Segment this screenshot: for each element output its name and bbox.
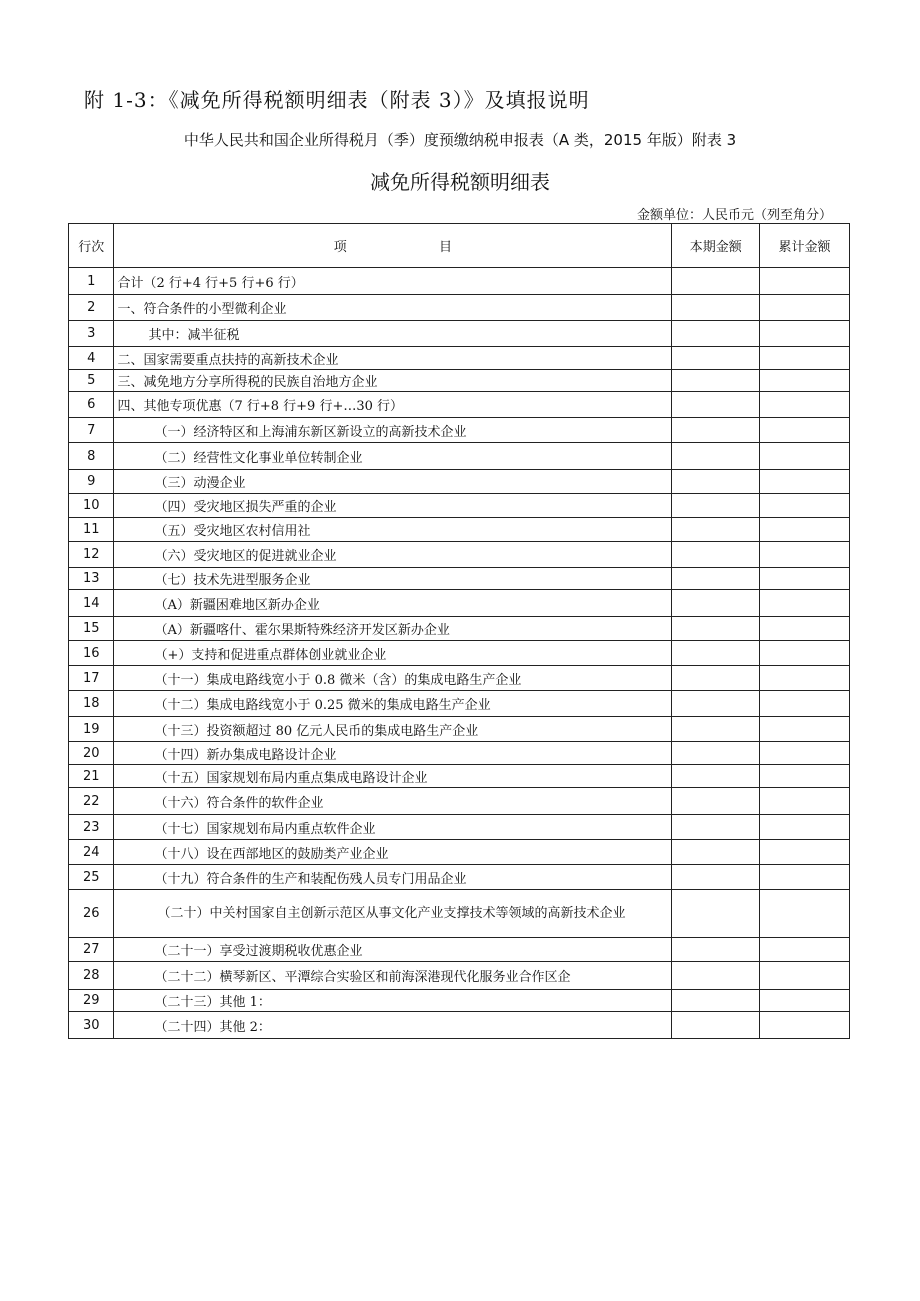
table-row <box>69 742 850 765</box>
table-row <box>69 542 850 568</box>
table-row <box>69 815 850 840</box>
table-row <box>69 691 850 717</box>
cumulative-amount-cell[interactable] <box>760 840 850 865</box>
cumulative-amount-cell[interactable] <box>760 443 850 470</box>
current-amount-cell[interactable] <box>672 840 760 865</box>
cumulative-amount-cell[interactable] <box>760 542 850 568</box>
cumulative-amount-cell[interactable] <box>760 590 850 617</box>
row-item: （十四）新办集成电路设计企业 <box>114 742 672 765</box>
header-item-char-b: 目 <box>438 240 452 255</box>
row-number: 12 <box>69 542 114 568</box>
currency-unit-note: 金额单位：人民币元（列至角分） <box>636 208 832 223</box>
row-number: 3 <box>69 321 114 347</box>
current-amount-cell[interactable] <box>672 268 760 295</box>
cumulative-amount-cell[interactable] <box>760 347 850 370</box>
row-number: 25 <box>69 865 114 890</box>
header-item <box>114 224 672 268</box>
appendix-heading: 附 1-3：《减免所得税额明细表（附表 3）》及填报说明 <box>84 88 590 112</box>
row-number: 14 <box>69 590 114 617</box>
row-item: （四）受灾地区损失严重的企业 <box>114 494 672 518</box>
table-row <box>69 418 850 443</box>
table-row <box>69 443 850 470</box>
tax-reduction-table <box>68 223 850 1039</box>
current-amount-cell[interactable] <box>672 321 760 347</box>
table-row <box>69 641 850 666</box>
table-row <box>69 765 850 788</box>
current-amount-cell[interactable] <box>672 691 760 717</box>
row-number: 8 <box>69 443 114 470</box>
header-current-amount: 本期金额 <box>672 224 760 268</box>
row-number: 29 <box>69 990 114 1012</box>
table-row <box>69 568 850 590</box>
cumulative-amount-cell[interactable] <box>760 418 850 443</box>
row-item: （A）新疆喀什、霍尔果斯特殊经济开发区新办企业 <box>114 617 672 641</box>
current-amount-cell[interactable] <box>672 443 760 470</box>
current-amount-cell[interactable] <box>672 470 760 494</box>
table-row <box>69 518 850 542</box>
row-item: （十三）投资额超过 80 亿元人民币的集成电路生产企业 <box>114 717 672 742</box>
cumulative-amount-cell[interactable] <box>760 742 850 765</box>
current-amount-cell[interactable] <box>672 518 760 542</box>
row-number: 27 <box>69 938 114 962</box>
cumulative-amount-cell[interactable] <box>760 268 850 295</box>
current-amount-cell[interactable] <box>672 392 760 418</box>
cumulative-amount-cell[interactable] <box>760 321 850 347</box>
cumulative-amount-cell[interactable] <box>760 392 850 418</box>
current-amount-cell[interactable] <box>672 347 760 370</box>
table-row <box>69 295 850 321</box>
cumulative-amount-cell[interactable] <box>760 1012 850 1039</box>
table-row <box>69 347 850 370</box>
row-item: 二、国家需要重点扶持的高新技术企业 <box>114 347 672 370</box>
current-amount-cell[interactable] <box>672 641 760 666</box>
table-row <box>69 268 850 295</box>
current-amount-cell[interactable] <box>672 590 760 617</box>
row-number: 19 <box>69 717 114 742</box>
row-number: 7 <box>69 418 114 443</box>
cumulative-amount-cell[interactable] <box>760 518 850 542</box>
row-number: 2 <box>69 295 114 321</box>
current-amount-cell[interactable] <box>672 765 760 788</box>
page-title: 减免所得税额明细表 <box>370 170 550 194</box>
row-number: 22 <box>69 788 114 815</box>
row-item: （二十四）其他 2： <box>114 1012 672 1039</box>
row-item: 三、减免地方分享所得税的民族自治地方企业 <box>114 370 672 392</box>
current-amount-cell[interactable] <box>672 418 760 443</box>
row-number: 18 <box>69 691 114 717</box>
current-amount-cell[interactable] <box>672 788 760 815</box>
row-item: （A）新疆困难地区新办企业 <box>114 590 672 617</box>
row-number: 9 <box>69 470 114 494</box>
row-number: 16 <box>69 641 114 666</box>
table-row <box>69 494 850 518</box>
row-number: 24 <box>69 840 114 865</box>
table-row <box>69 865 850 890</box>
current-amount-cell[interactable] <box>672 938 760 962</box>
row-item: （一）经济特区和上海浦东新区新设立的高新技术企业 <box>114 418 672 443</box>
table-row <box>69 990 850 1012</box>
row-item: （二）经营性文化事业单位转制企业 <box>114 443 672 470</box>
table-row <box>69 962 850 990</box>
cumulative-amount-cell[interactable] <box>760 990 850 1012</box>
cumulative-amount-cell[interactable] <box>760 691 850 717</box>
table-row <box>69 392 850 418</box>
row-item: （十六）符合条件的软件企业 <box>114 788 672 815</box>
table-row <box>69 470 850 494</box>
row-item: （十八）设在西部地区的鼓励类产业企业 <box>114 840 672 865</box>
row-number: 21 <box>69 765 114 788</box>
cumulative-amount-cell[interactable] <box>760 788 850 815</box>
cumulative-amount-cell[interactable] <box>760 938 850 962</box>
row-item: （二十三）其他 1： <box>114 990 672 1012</box>
cumulative-amount-cell[interactable] <box>760 568 850 590</box>
table-row <box>69 370 850 392</box>
cumulative-amount-cell[interactable] <box>760 295 850 321</box>
row-item: （二十二）横琴新区、平潭综合实验区和前海深港现代化服务业合作区企 <box>114 962 672 990</box>
row-number: 10 <box>69 494 114 518</box>
row-item: 四、其他专项优惠（7 行+8 行+9 行+…30 行） <box>114 392 672 418</box>
current-amount-cell[interactable] <box>672 962 760 990</box>
cumulative-amount-cell[interactable] <box>760 641 850 666</box>
cumulative-amount-cell[interactable] <box>760 370 850 392</box>
cumulative-amount-cell[interactable] <box>760 815 850 840</box>
table-row <box>69 666 850 691</box>
row-number: 1 <box>69 268 114 295</box>
row-number: 13 <box>69 568 114 590</box>
cumulative-amount-cell[interactable] <box>760 666 850 691</box>
row-number: 26 <box>69 890 114 938</box>
row-number: 15 <box>69 617 114 641</box>
cumulative-amount-cell[interactable] <box>760 494 850 518</box>
current-amount-cell[interactable] <box>672 617 760 641</box>
row-number: 4 <box>69 347 114 370</box>
current-amount-cell[interactable] <box>672 542 760 568</box>
table-header-row <box>69 224 850 268</box>
row-item: 合计（2 行+4 行+5 行+6 行） <box>114 268 672 295</box>
row-item: （十九）符合条件的生产和装配伤残人员专门用品企业 <box>114 865 672 890</box>
cumulative-amount-cell[interactable] <box>760 717 850 742</box>
row-item: （十二）集成电路线宽小于 0.25 微米的集成电路生产企业 <box>114 691 672 717</box>
header-item-char-a: 项 <box>333 240 347 255</box>
table-row <box>69 590 850 617</box>
current-amount-cell[interactable] <box>672 990 760 1012</box>
row-item: 一、符合条件的小型微利企业 <box>114 295 672 321</box>
current-amount-cell[interactable] <box>672 815 760 840</box>
cumulative-amount-cell[interactable] <box>760 865 850 890</box>
row-number: 6 <box>69 392 114 418</box>
table-row <box>69 788 850 815</box>
current-amount-cell[interactable] <box>672 295 760 321</box>
current-amount-cell[interactable] <box>672 1012 760 1039</box>
header-row-no: 行次 <box>69 224 114 268</box>
row-number: 20 <box>69 742 114 765</box>
row-number: 30 <box>69 1012 114 1039</box>
row-item: （十一）集成电路线宽小于 0.8 微米（含）的集成电路生产企业 <box>114 666 672 691</box>
cumulative-amount-cell[interactable] <box>760 890 850 938</box>
form-subheading: 中华人民共和国企业所得税月（季）度预缴纳税申报表（A 类，2015 年版）附表 3 <box>183 131 737 149</box>
header-cumulative-amount: 累计金额 <box>760 224 850 268</box>
row-item: （七）技术先进型服务企业 <box>114 568 672 590</box>
row-item: （二十一）享受过渡期税收优惠企业 <box>114 938 672 962</box>
current-amount-cell[interactable] <box>672 370 760 392</box>
table-row <box>69 1012 850 1039</box>
cumulative-amount-cell[interactable] <box>760 765 850 788</box>
table-row <box>69 617 850 641</box>
row-number: 5 <box>69 370 114 392</box>
row-number: 17 <box>69 666 114 691</box>
row-item: （+）支持和促进重点群体创业就业企业 <box>114 641 672 666</box>
table-row <box>69 321 850 347</box>
row-number: 23 <box>69 815 114 840</box>
row-item: （十五）国家规划布局内重点集成电路设计企业 <box>114 765 672 788</box>
current-amount-cell[interactable] <box>672 890 760 938</box>
row-item: （五）受灾地区农村信用社 <box>114 518 672 542</box>
current-amount-cell[interactable] <box>672 494 760 518</box>
row-item: （二十）中关村国家自主创新示范区从事文化产业支撑技术等领域的高新技术企业 <box>114 890 672 938</box>
cumulative-amount-cell[interactable] <box>760 962 850 990</box>
row-number: 28 <box>69 962 114 990</box>
cumulative-amount-cell[interactable] <box>760 470 850 494</box>
current-amount-cell[interactable] <box>672 568 760 590</box>
current-amount-cell[interactable] <box>672 717 760 742</box>
table-row <box>69 890 850 938</box>
current-amount-cell[interactable] <box>672 666 760 691</box>
current-amount-cell[interactable] <box>672 742 760 765</box>
table-row <box>69 840 850 865</box>
table-row <box>69 717 850 742</box>
current-amount-cell[interactable] <box>672 865 760 890</box>
table-row <box>69 938 850 962</box>
row-item: （三）动漫企业 <box>114 470 672 494</box>
row-item: 其中：减半征税 <box>114 321 672 347</box>
row-item: （六）受灾地区的促进就业企业 <box>114 542 672 568</box>
row-number: 11 <box>69 518 114 542</box>
cumulative-amount-cell[interactable] <box>760 617 850 641</box>
row-item: （十七）国家规划布局内重点软件企业 <box>114 815 672 840</box>
